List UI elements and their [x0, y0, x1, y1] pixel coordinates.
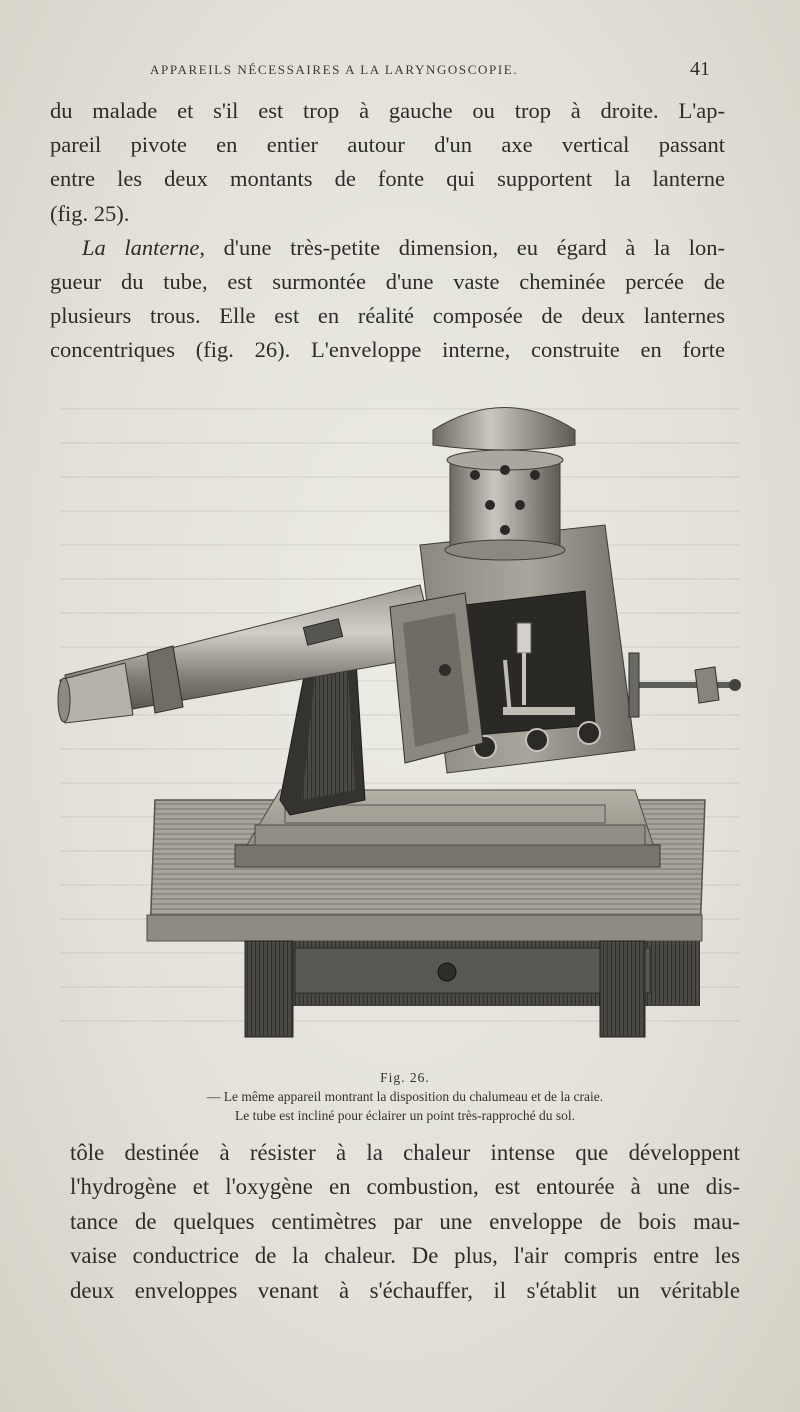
text-line — [50, 231, 725, 265]
lantern-apparatus-illustration — [55, 395, 755, 1045]
italic-term: La lanterne — [82, 234, 200, 260]
text-line: tôle destinée à résister à la chaleur intense que développent — [70, 1140, 740, 1165]
caption-line: Le tube est incliné pour éclairer un point très-rapproché du sol. — [234, 1108, 575, 1123]
page-header — [150, 58, 710, 84]
top-paragraphs — [50, 94, 725, 368]
text-line: du malade et s'il est trop à gauche ou trop à droite. L'ap- — [50, 98, 725, 123]
figure-label: Fig. 26. — [380, 1070, 430, 1085]
gas-tap — [629, 653, 741, 717]
text-line: concentriques (fig. 26). L'enveloppe interne, construite en forte — [50, 337, 725, 363]
text-line: gueur du tube, est surmontée d'une vaste cheminée percée de — [50, 269, 725, 295]
text-line: plusieurs trous. Elle est en réalité composée de deux lanternes — [50, 303, 725, 329]
text-line: vaise conductrice de la chaleur. De plus, l'air compris entre les — [70, 1243, 740, 1269]
caption-text: — Le même appareil montrant la disposition du chalumeau et de la craie. — [206, 1089, 604, 1104]
telescope-tube — [58, 585, 438, 723]
bottom-paragraph — [70, 1136, 740, 1308]
figure-caption — [85, 1068, 725, 1125]
text-line: l'hydrogène et l'oxygène en combustion, est entourée à une dis- — [70, 1174, 740, 1200]
caption-line — [85, 1068, 725, 1106]
text-line: tance de quelques centimètres par une enveloppe de bois mau- — [70, 1208, 740, 1234]
text-line: (fig. 25). — [50, 200, 130, 226]
page-number: 41 — [690, 58, 710, 80]
lantern-chimney — [433, 408, 575, 561]
text-line: entre les deux montants de fonte qui supportent la lanterne — [50, 166, 725, 192]
text-line: pareil pivote en entier autour d'un axe vertical passant — [50, 132, 725, 158]
text-fragment: , d'une très-petite dimension, eu égard à la lon- — [199, 234, 726, 260]
running-head: APPAREILS NÉCESSAIRES A LA LARYNGOSCOPIE. — [150, 62, 519, 77]
text-line: deux enveloppes venant à s'échauffer, il s'établit un véritable — [70, 1277, 740, 1303]
